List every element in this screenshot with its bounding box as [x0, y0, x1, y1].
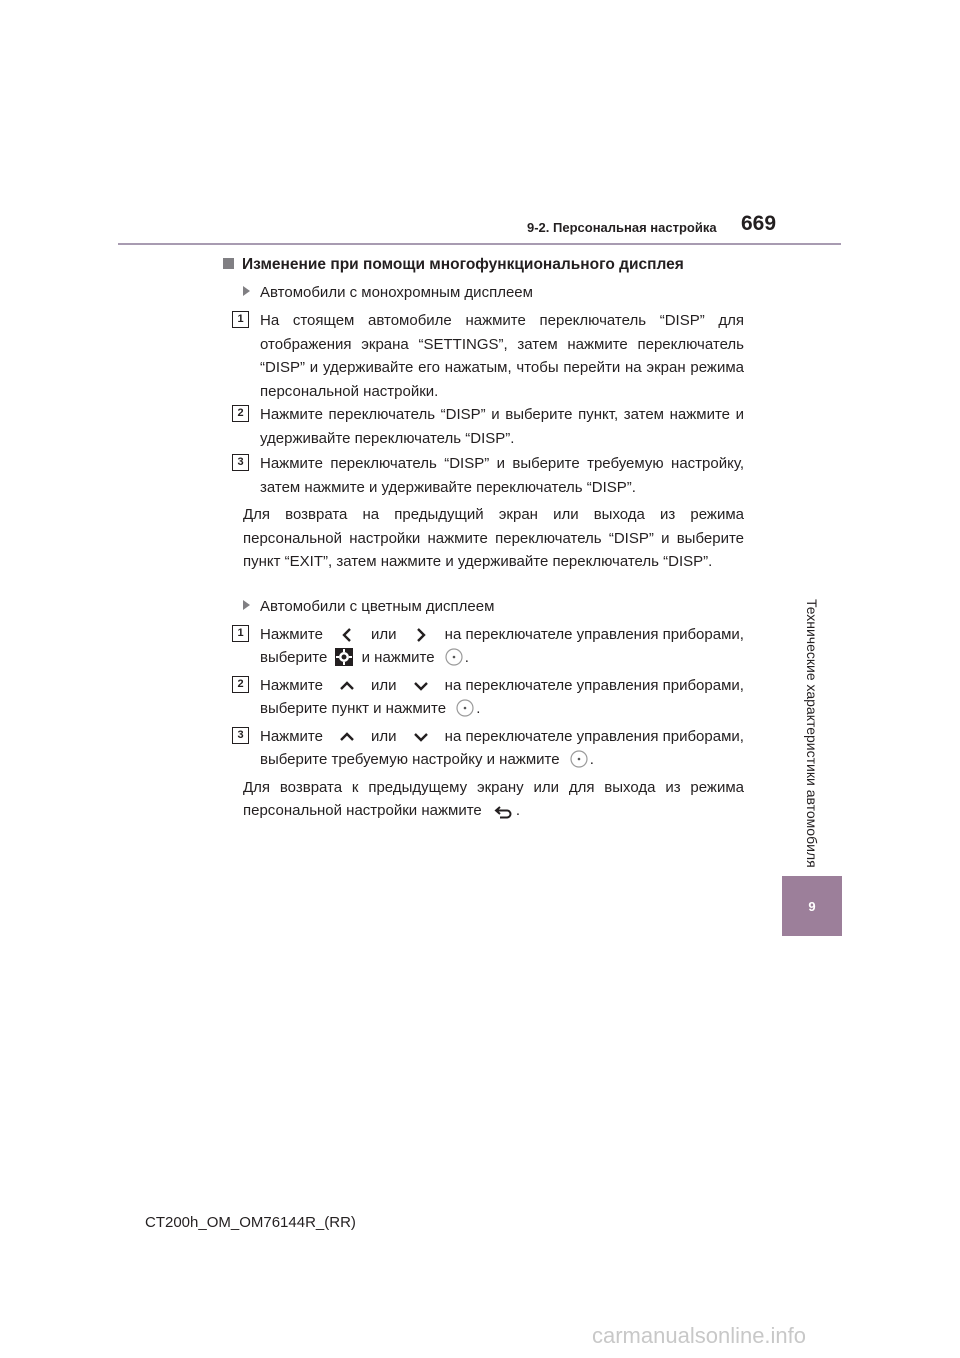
color-return-note-line-2: персональной настройки нажмите . — [243, 802, 521, 819]
step-number-2: 2 — [232, 676, 249, 693]
chapter-number-tab: 9 — [782, 876, 842, 936]
document-code: CT200h_OM_OM76144R_(RR) — [145, 1214, 356, 1231]
color-step-1-line-2: выберите и нажмите . — [260, 649, 469, 666]
enter-button-icon — [570, 750, 588, 768]
chevron-down-icon — [414, 681, 428, 691]
color-step-2-line-1: Нажмите или на переключателе управления приборами, — [260, 677, 744, 694]
step-number-3: 3 — [232, 727, 249, 744]
color-return-note-line-1: Для возврата к предыдущему экрану или для выхода из режима — [243, 779, 744, 796]
color-step-3-line-2: выберите требуемую настройку и нажмите . — [260, 751, 594, 768]
chevron-right-icon — [416, 628, 426, 642]
side-tab-chapter-title: Технические характеристики автомобиля — [804, 599, 820, 868]
watermark: carmanualsonline.info — [592, 1323, 807, 1348]
chevron-down-icon — [414, 732, 428, 742]
back-arrow-icon — [494, 805, 514, 819]
mono-step-3-text: Нажмите переключатель “DISP” и выберите требуемую настройку, затем нажмите и удерживайте переключатель “DISP”. — [260, 455, 744, 496]
header-rule — [118, 243, 841, 245]
step-number-1: 1 — [232, 625, 249, 642]
step-number-3: 3 — [232, 454, 249, 471]
section-heading — [223, 256, 684, 274]
chevron-up-icon — [340, 732, 354, 742]
triangle-bullet-icon — [243, 600, 250, 610]
mono-return-note: Для возврата на предыдущий экран или выхода из режима персональной настройки нажмите переключатель “DISP” и выберите пункт “EXIT”, затем нажмите и удерживайте переключатель “DISP”. — [243, 506, 744, 570]
step-number-2: 2 — [232, 405, 249, 422]
page-number: 669 — [741, 212, 777, 235]
chevron-up-icon — [340, 681, 354, 691]
section-heading-text: Изменение при помощи многофункционального дисплея — [242, 256, 684, 273]
settings-gear-icon — [335, 648, 353, 666]
mono-step-1-text: На стоящем автомобиле нажмите переключатель “DISP” для отображения экрана “SETTINGS”, затем нажмите переключатель “DISP” и удерживайте его нажатым, чтобы перейти на экран режима персональной настройки. — [260, 312, 744, 400]
color-step-1-line-1: Нажмите или на переключателе управления приборами, — [260, 626, 744, 643]
subsection-mono-title: Автомобили с монохромным дисплеем — [243, 284, 533, 301]
mono-step-2-text: Нажмите переключатель “DISP” и выберите пункт, затем нажмите и удерживайте переключатель “DISP”. — [260, 406, 744, 447]
chevron-left-icon — [342, 628, 352, 642]
enter-button-icon — [456, 699, 474, 717]
step-number-1: 1 — [232, 311, 249, 328]
color-step-3-line-1: Нажмите или на переключателе управления приборами, — [260, 728, 744, 745]
subsection-color-title: Автомобили с цветным дисплеем — [243, 598, 494, 615]
square-bullet-icon — [223, 258, 234, 269]
triangle-bullet-icon — [243, 286, 250, 296]
enter-button-icon — [445, 648, 463, 666]
color-step-2-line-2: выберите пункт и нажмите . — [260, 700, 481, 717]
section-title: 9-2. Персональная настройка — [527, 220, 717, 235]
